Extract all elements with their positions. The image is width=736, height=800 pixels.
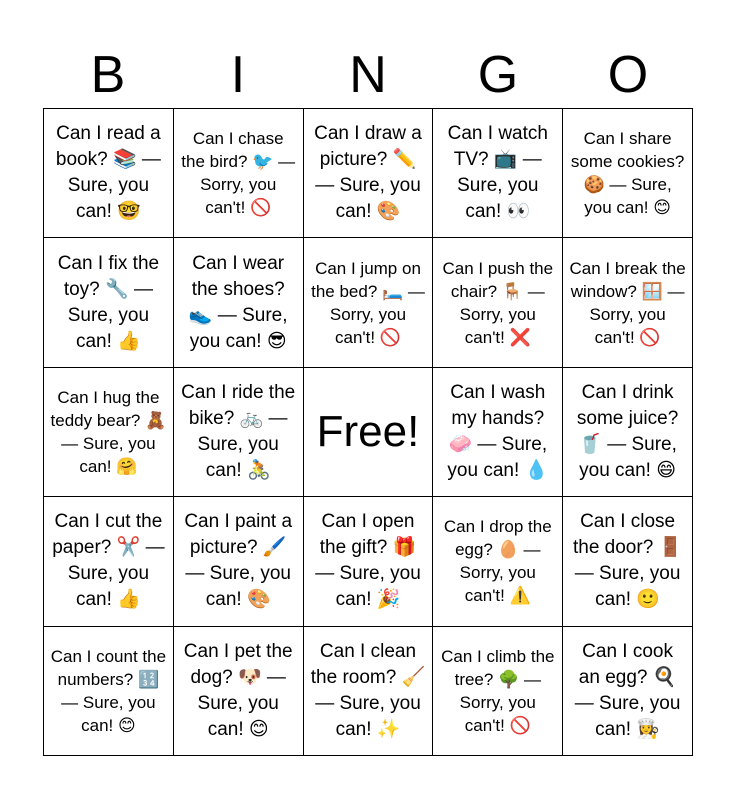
bingo-cell: [563, 109, 693, 238]
header-letter-i: I: [230, 46, 246, 104]
cell-text: Can I climb the tree? 🌳 — Sorry, you can't! 🚫: [441, 646, 555, 735]
bingo-cell: [433, 627, 563, 756]
bingo-cell: [174, 497, 304, 626]
bingo-cell: [304, 238, 434, 367]
bingo-cell: [304, 627, 434, 756]
bingo-header: [43, 40, 693, 110]
bingo-cell: [433, 109, 563, 238]
cell-text: Can I jump on the bed? 🛏️ — Sorry, you can't! 🚫: [311, 258, 425, 347]
bingo-cell: [304, 109, 434, 238]
header-letter-g: G: [477, 46, 519, 104]
cell-text: Can I close the door? 🚪 — Sure, you can! 🙂: [572, 511, 683, 611]
cell-text: Can I read a book? 📚 — Sure, you can! 🤓: [55, 123, 161, 223]
cell-text: Can I cut the paper? ✂️ — Sure, you can! 👍: [52, 511, 165, 611]
cell-text: Can I drink some juice? 🥤 — Sure, you can! 😄: [576, 381, 679, 481]
bingo-cell: [44, 627, 174, 756]
free-space-cell: [304, 368, 434, 497]
bingo-cell: [433, 368, 563, 497]
bingo-cell: [44, 238, 174, 367]
bingo-cell: [563, 497, 693, 626]
bingo-cell: [433, 238, 563, 367]
cell-text: Can I count the numbers? 🔢 — Sure, you can! 😊: [50, 646, 167, 735]
cell-text: Can I hug the teddy bear? 🧸 — Sure, you can! 🤗: [50, 387, 167, 476]
cell-text: Can I push the chair? 🪑 — Sorry, you can't! ❌: [442, 258, 554, 347]
cell-text: Can I ride the bike? 🚲 — Sure, you can! 🚴: [181, 381, 296, 481]
bingo-cell: [44, 497, 174, 626]
free-space-label: Free!: [316, 406, 420, 456]
cell-text: Can I chase the bird? 🐦 — Sorry, you can't! 🚫: [181, 129, 296, 218]
cell-text: Can I draw a picture? ✏️ — Sure, you can! 🎨: [314, 123, 422, 223]
cell-text: Can I open the gift? 🎁 — Sure, you can! 🎉: [315, 511, 421, 611]
cell-text: Can I share some cookies? 🍪 — Sure, you can! 😊: [570, 129, 685, 218]
bingo-grid: [43, 108, 693, 756]
cell-text: Can I drop the egg? 🥚 — Sorry, you can't! ⚠️: [443, 517, 552, 606]
bingo-cell: [44, 109, 174, 238]
cell-text: Can I cook an egg? 🍳 — Sure, you can! 👩‍🍳: [574, 640, 681, 740]
bingo-cell: [304, 497, 434, 626]
cell-text: Can I wash my hands? 🧼 — Sure, you can! 💧: [447, 381, 549, 481]
bingo-cell: [433, 497, 563, 626]
cell-text: Can I pet the dog? 🐶 — Sure, you can! 😊: [183, 640, 293, 740]
bingo-cell: [174, 368, 304, 497]
header-letter-o: O: [607, 46, 649, 104]
header-letter-n: N: [349, 46, 387, 104]
bingo-cell: [174, 238, 304, 367]
cell-text: Can I paint a picture? 🖌️ — Sure, you can! 🎨: [184, 511, 293, 611]
bingo-cell: [174, 109, 304, 238]
cell-text: Can I fix the toy? 🔧 — Sure, you can! 👍: [57, 252, 160, 352]
bingo-cell: [563, 368, 693, 497]
cell-text: Can I watch TV? 📺 — Sure, you can! 👀: [447, 123, 548, 223]
bingo-cell: [44, 368, 174, 497]
bingo-cell: [174, 627, 304, 756]
header-letter-b: B: [90, 46, 126, 104]
bingo-cell: [563, 627, 693, 756]
cell-text: Can I wear the shoes? 👟 — Sure, you can! 😎: [188, 252, 288, 352]
cell-text: Can I break the window? 🪟 — Sorry, you can't! 🚫: [569, 258, 686, 347]
cell-text: Can I clean the room? 🧹 — Sure, you can! ✨: [310, 640, 426, 740]
bingo-cell: [563, 238, 693, 367]
